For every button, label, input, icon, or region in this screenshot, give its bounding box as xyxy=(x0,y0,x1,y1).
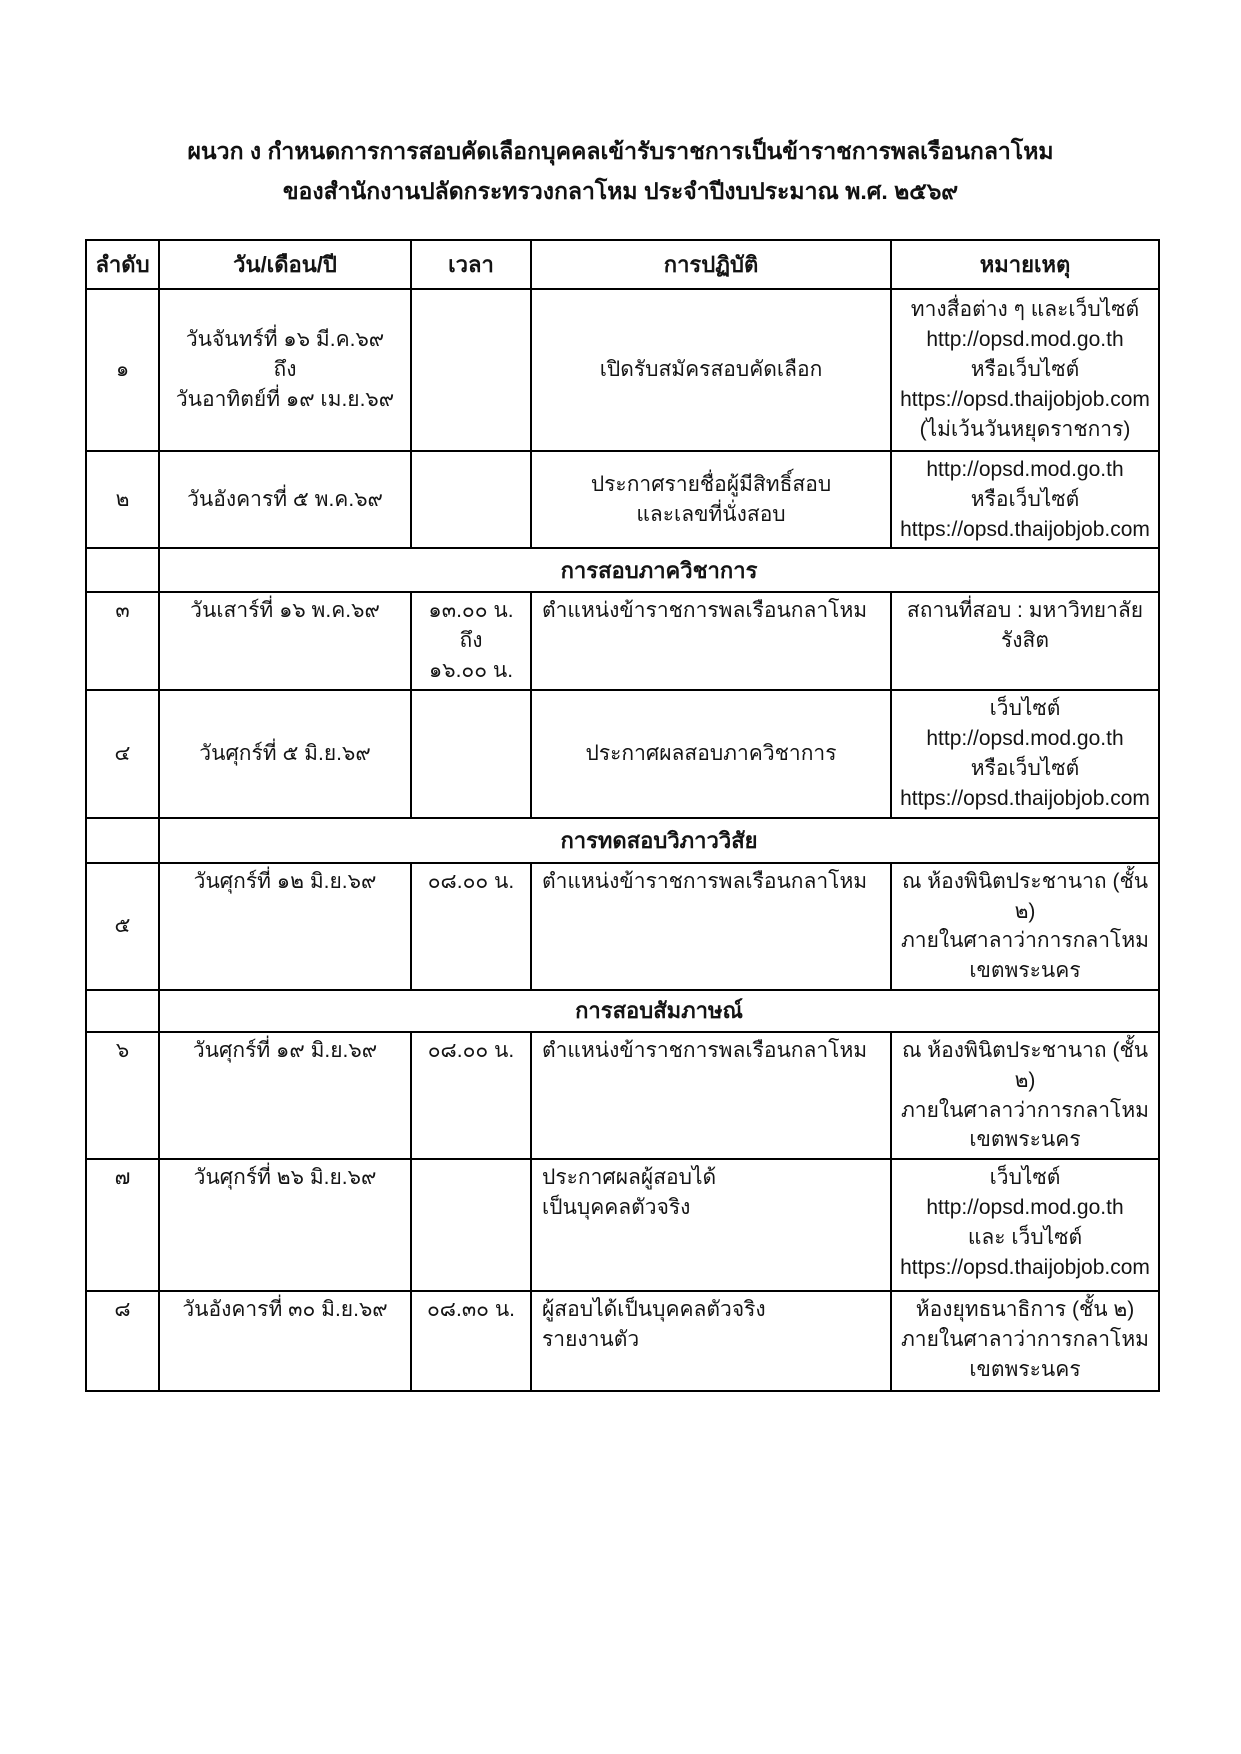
cell-remark-line: ห้องยุทธนาธิการ (ชั้น ๒) xyxy=(915,1298,1135,1322)
header-cell-action: การปฏิบัติ xyxy=(531,240,891,289)
cell-date-line: ถึง xyxy=(273,358,297,382)
cell-remark xyxy=(891,863,1159,990)
section-empty-cell xyxy=(86,818,159,863)
cell-date xyxy=(159,592,411,690)
cell-no: ๕ xyxy=(86,863,159,990)
cell-remark-line: (ไม่เว้นวันหยุดราชการ) xyxy=(919,417,1131,441)
cell-remark xyxy=(891,451,1159,548)
cell-action xyxy=(531,451,891,548)
section-empty-cell xyxy=(86,548,159,592)
table-row xyxy=(86,451,1159,548)
cell-remark-line: เว็บไซต์ xyxy=(989,1166,1061,1190)
cell-time xyxy=(411,451,531,548)
cell-remark-line: สถานที่สอบ : มหาวิทยาลัยรังสิต xyxy=(906,599,1144,653)
section-label: การทดสอบวิภาววิสัย xyxy=(159,818,1159,863)
cell-no: ๑ xyxy=(86,289,159,451)
cell-no: ๖ xyxy=(86,1032,159,1159)
table-row xyxy=(86,289,1159,451)
cell-time xyxy=(411,289,531,451)
cell-time-line: ๐๘.๐๐ น. xyxy=(427,869,515,893)
cell-date xyxy=(159,1291,411,1391)
table-row xyxy=(86,1291,1159,1391)
table-head xyxy=(86,240,1159,289)
cell-remark-line: เขตพระนคร xyxy=(969,959,1081,983)
cell-remark-line: ภายในศาลาว่าการกลาโหม xyxy=(900,1328,1150,1351)
cell-action-line: ตำแหน่งข้าราชการพลเรือนกลาโหม xyxy=(542,869,868,893)
cell-date-line: วันเสาร์ที่ ๑๖ พ.ค.๖๙ xyxy=(190,599,380,623)
cell-action-line: ประกาศรายชื่อผู้มีสิทธิ์สอบ xyxy=(590,472,832,496)
table-row xyxy=(86,863,1159,990)
cell-remark xyxy=(891,592,1159,690)
cell-date-line: วันจันทร์ที่ ๑๖ มี.ค.๖๙ xyxy=(185,328,385,352)
cell-date xyxy=(159,690,411,817)
cell-remark-line: ทางสื่อต่าง ๆ และเว็บไซต์ xyxy=(910,298,1140,322)
cell-remark-line: เขตพระนคร xyxy=(969,1128,1081,1152)
cell-remark-line: หรือเว็บไซต์ xyxy=(970,757,1080,781)
cell-action-line: รายงานตัว xyxy=(542,1328,640,1351)
cell-time-line: ถึง xyxy=(459,629,483,653)
cell-remark-line: ภายในศาลาว่าการกลาโหม xyxy=(900,1098,1150,1122)
cell-time xyxy=(411,1291,531,1391)
cell-action-line: ผู้สอบได้เป็นบุคคลตัวจริง xyxy=(542,1298,766,1322)
header-cell-no: ลำดับ xyxy=(86,240,159,289)
document-title-line1: ผนวก ง กำหนดการการสอบคัดเลือกบุคคลเข้ารับราชการเป็นข้าราชการพลเรือนกลาโหม xyxy=(187,138,1054,164)
cell-no: ๘ xyxy=(86,1291,159,1391)
cell-remark-line: https://opsd.thaijobjob.com xyxy=(900,786,1150,810)
cell-no: ๓ xyxy=(86,592,159,690)
cell-action-line: ตำแหน่งข้าราชการพลเรือนกลาโหม xyxy=(542,1038,868,1062)
section-label: การสอบภาควิชาการ xyxy=(159,548,1159,592)
cell-date-line: วันศุกร์ที่ ๑๒ มิ.ย.๖๙ xyxy=(193,869,377,893)
cell-time-line: ๐๘.๐๐ น. xyxy=(427,1038,515,1062)
section-label: การสอบสัมภาษณ์ xyxy=(159,990,1159,1032)
cell-action xyxy=(531,690,891,817)
cell-date xyxy=(159,1159,411,1291)
cell-remark-line: เว็บไซต์ xyxy=(989,697,1061,721)
cell-remark xyxy=(891,1032,1159,1159)
cell-action xyxy=(531,289,891,451)
cell-remark-line: http://opsd.mod.go.th xyxy=(926,328,1124,352)
document-title xyxy=(0,131,1241,211)
cell-date xyxy=(159,289,411,451)
cell-remark xyxy=(891,1159,1159,1291)
cell-remark-line: https://opsd.thaijobjob.com xyxy=(900,387,1150,411)
cell-time xyxy=(411,592,531,690)
cell-remark-line: เขตพระนคร xyxy=(969,1357,1081,1381)
cell-date-line: วันศุกร์ที่ ๑๙ มิ.ย.๖๙ xyxy=(192,1038,378,1062)
cell-remark-line: http://opsd.mod.go.th xyxy=(926,458,1124,481)
cell-action xyxy=(531,1159,891,1291)
section-row xyxy=(86,548,1159,592)
schedule-table xyxy=(85,239,1160,1392)
cell-date-line: วันอาทิตย์ที่ ๑๙ เม.ย.๖๙ xyxy=(175,387,395,411)
cell-time-line: ๐๘.๓๐ น. xyxy=(426,1298,516,1322)
cell-action-line: เป็นบุคคลตัวจริง xyxy=(542,1196,691,1219)
cell-time xyxy=(411,863,531,990)
cell-remark-line: https://opsd.thaijobjob.com xyxy=(900,517,1150,541)
cell-time-line: ๑๓.๐๐ น. xyxy=(428,599,514,623)
cell-remark-line: https://opsd.thaijobjob.com xyxy=(900,1255,1150,1279)
header-cell-time: เวลา xyxy=(411,240,531,289)
cell-date xyxy=(159,863,411,990)
cell-action-line: และเลขที่นั่งสอบ xyxy=(636,502,786,526)
cell-remark-line: ณ ห้องพินิตประชานาถ (ชั้น ๒) xyxy=(901,1038,1149,1092)
cell-action-line: ประกาศผลผู้สอบได้ xyxy=(542,1166,717,1190)
document-title-line2: ของสำนักงานปลัดกระทรวงกลาโหม ประจำปีงบประมาณ พ.ศ. ๒๕๖๙ xyxy=(282,178,959,205)
cell-date xyxy=(159,451,411,548)
cell-action xyxy=(531,592,891,690)
cell-time-line: ๑๖.๐๐ น. xyxy=(428,659,514,683)
section-row xyxy=(86,990,1159,1032)
table-header-row xyxy=(86,240,1159,289)
cell-remark-line: http://opsd.mod.go.th xyxy=(926,727,1124,751)
table-row xyxy=(86,592,1159,690)
cell-action-line: ตำแหน่งข้าราชการพลเรือนกลาโหม xyxy=(542,599,868,623)
cell-action xyxy=(531,863,891,990)
cell-action-line: ประกาศผลสอบภาควิชาการ xyxy=(585,742,837,766)
cell-date-line: วันอังคารที่ ๕ พ.ค.๖๙ xyxy=(187,487,383,511)
cell-action xyxy=(531,1032,891,1159)
cell-date-line: วันศุกร์ที่ ๒๖ มิ.ย.๖๙ xyxy=(193,1166,377,1190)
cell-remark xyxy=(891,289,1159,451)
cell-remark-line: http://opsd.mod.go.th xyxy=(926,1196,1124,1219)
header-cell-date: วัน/เดือน/ปี xyxy=(159,240,411,289)
table-body xyxy=(86,289,1159,1391)
cell-time xyxy=(411,690,531,817)
cell-date-line: วันศุกร์ที่ ๕ มิ.ย.๖๙ xyxy=(199,742,371,766)
cell-no: ๒ xyxy=(86,451,159,548)
section-empty-cell xyxy=(86,990,159,1032)
cell-time xyxy=(411,1032,531,1159)
cell-date xyxy=(159,1032,411,1159)
cell-remark-line: ณ ห้องพินิตประชานาถ (ชั้น ๒) xyxy=(901,869,1149,923)
section-row xyxy=(86,818,1159,863)
table-row xyxy=(86,1032,1159,1159)
cell-remark-line: ภายในศาลาว่าการกลาโหม xyxy=(900,929,1150,953)
cell-remark xyxy=(891,690,1159,817)
cell-no: ๔ xyxy=(86,690,159,817)
cell-action xyxy=(531,1291,891,1391)
cell-remark-line: และ เว็บไซต์ xyxy=(967,1225,1083,1249)
cell-no: ๗ xyxy=(86,1159,159,1291)
cell-remark xyxy=(891,1291,1159,1391)
table-row xyxy=(86,690,1159,817)
cell-date-line: วันอังคารที่ ๓๐ มิ.ย.๖๙ xyxy=(182,1298,388,1322)
table-row xyxy=(86,1159,1159,1291)
header-cell-remark: หมายเหตุ xyxy=(891,240,1159,289)
cell-remark-line: หรือเว็บไซต์ xyxy=(970,358,1080,382)
cell-action-line: เปิดรับสมัครสอบคัดเลือก xyxy=(599,358,823,382)
cell-time xyxy=(411,1159,531,1291)
cell-remark-line: หรือเว็บไซต์ xyxy=(970,487,1080,511)
